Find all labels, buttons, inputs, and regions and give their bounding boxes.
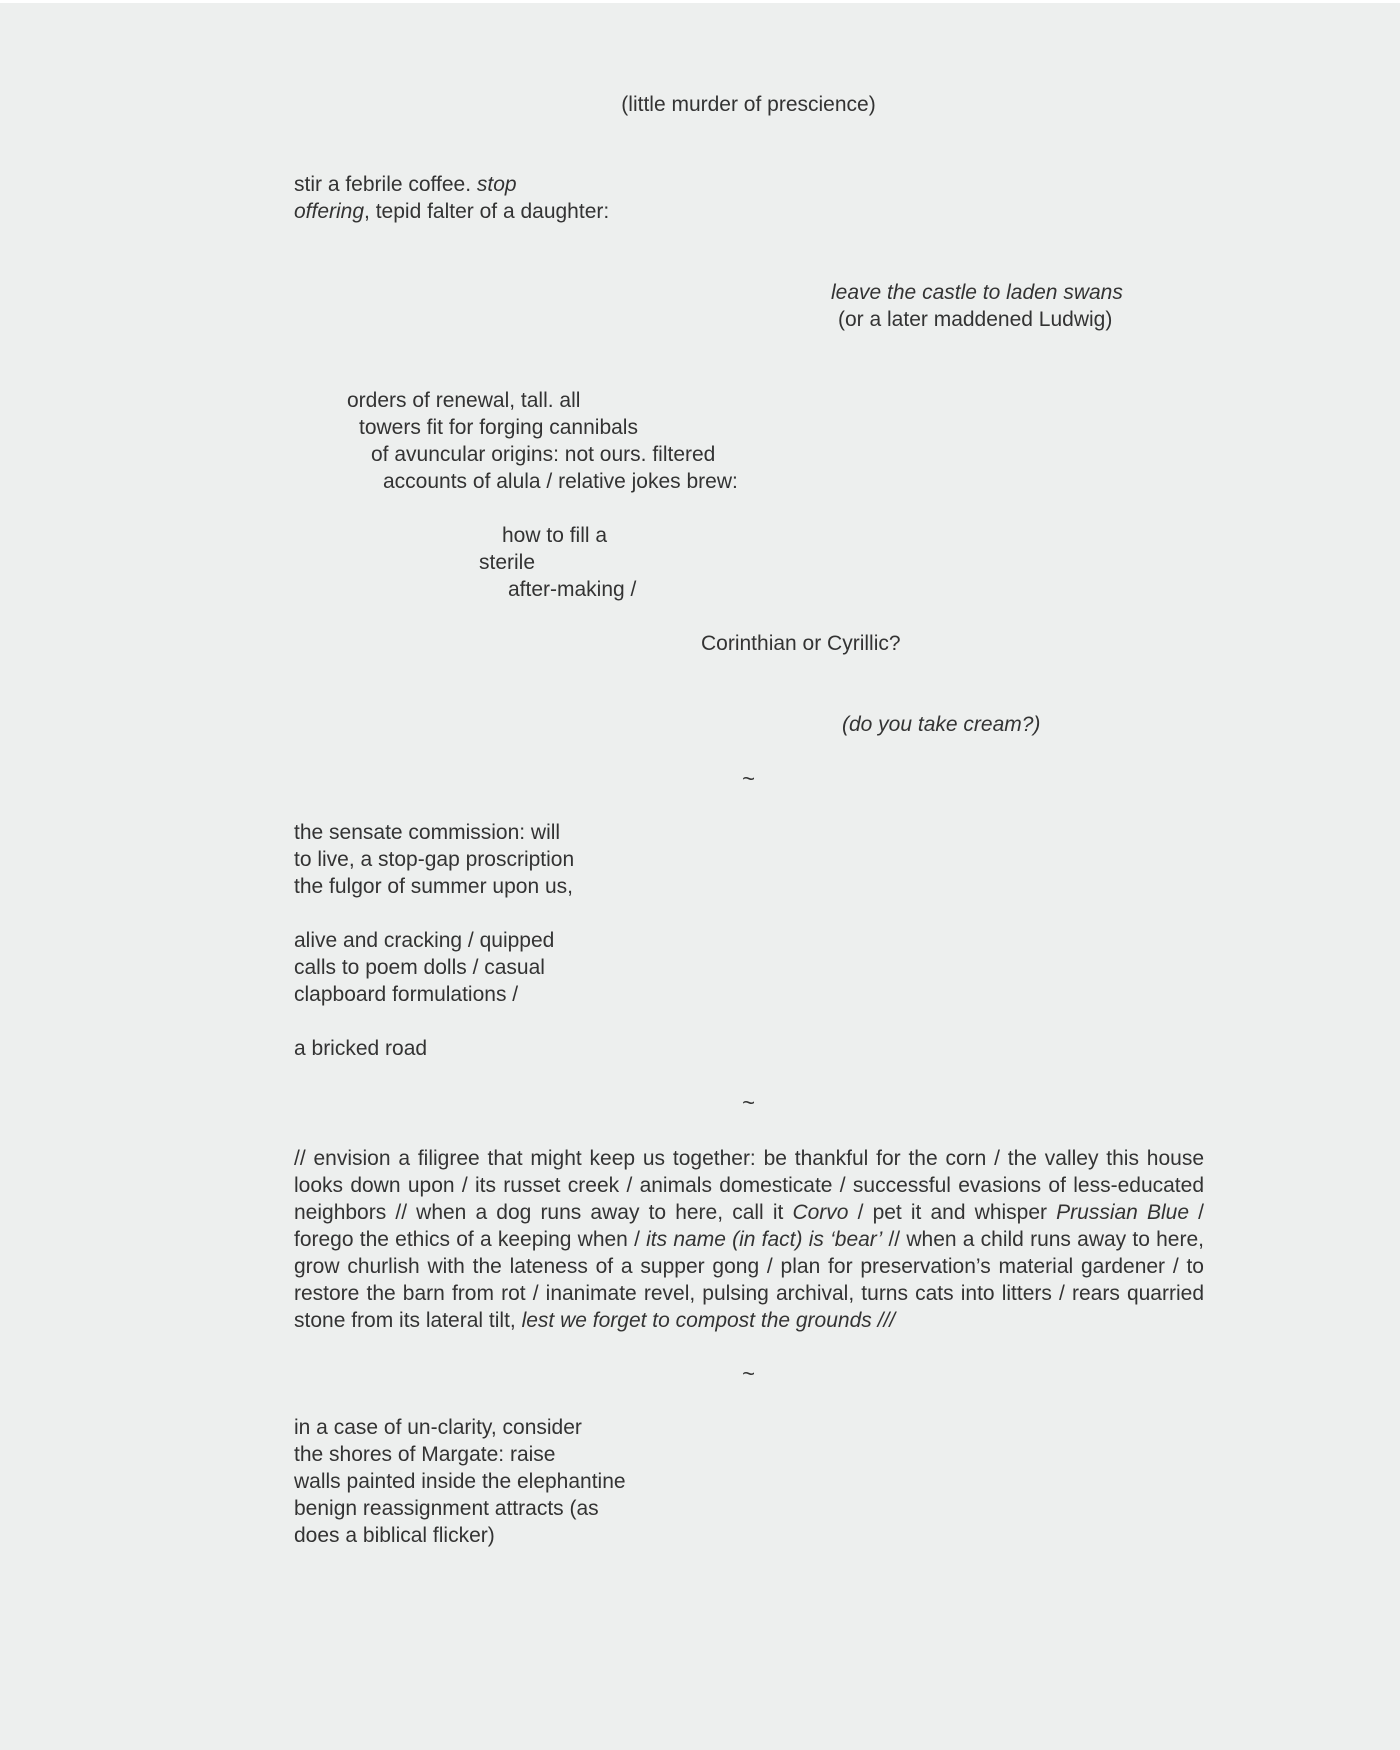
stanza-9-line-3: walls painted inside the elephantine <box>294 1470 626 1493</box>
prose-text-1: // envision a filigree that might keep us together: be thankful for the corn / the valley this house looks down upon / its russet creek / animals domesticate / successful evasions of less-educated neighbors // when a dog runs away to here, call it <box>294 1147 1204 1224</box>
stanza-6-line-3: clapboard formulations / <box>294 983 519 1006</box>
prose-paragraph <box>294 1145 1204 1334</box>
stanza-3-line-2: towers fit for forging cannibals <box>359 416 638 439</box>
poem-title: (little murder of prescience) <box>621 93 876 116</box>
stanza-1-line-2-italic: offering <box>294 200 365 223</box>
stanza-1-line-2-text: , tepid falter of a daughter: <box>364 200 610 223</box>
prose-prussian-blue: Prussian Blue <box>1056 1201 1190 1224</box>
stanza-5-line-3: the fulgor of summer upon us, <box>294 875 573 898</box>
stanza-6-line-2: calls to poem dolls / casual <box>294 956 545 979</box>
prose-text-4: // when a child runs away to here, grow churlish with the lateness of a supper gong / plan for preservation’s material gardener / to restore the barn from rot / inanimate revel, pulsing archival, turns cats into litters / rears quarried stone from its lateral tilt, <box>294 1228 1204 1332</box>
stanza-1-line-1 <box>294 171 517 198</box>
stanza-1-line-1-text: stir a febrile coffee. <box>294 173 477 196</box>
prose-corvo: Corvo <box>792 1201 849 1224</box>
section-divider-3: ~ <box>742 1361 755 1386</box>
section-divider-1: ~ <box>742 766 755 791</box>
section-divider-2: ~ <box>742 1090 755 1115</box>
stanza-9-line-2: the shores of Margate: raise <box>294 1443 556 1466</box>
cream-line: (do you take cream?) <box>842 713 1041 736</box>
question-line: Corinthian or Cyrillic? <box>701 632 901 655</box>
stanza-1-line-2 <box>294 198 609 225</box>
stanza-6-line-1: alive and cracking / quipped <box>294 929 555 952</box>
stanza-3-line-4: accounts of alula / relative jokes brew: <box>383 470 738 493</box>
prose-text-2: / pet it and whisper <box>848 1201 1057 1224</box>
stanza-1-line-1-italic: stop <box>476 173 517 196</box>
stanza-3-line-3: of avuncular origins: not ours. filtered <box>371 443 716 466</box>
stanza-4-line-3: after-making / <box>508 578 637 601</box>
stanza-4-line-1: how to fill a <box>502 524 608 547</box>
prose-ending: lest we forget to compost the grounds /// <box>521 1309 896 1332</box>
stanza-3-line-1: orders of renewal, tall. all <box>347 389 581 412</box>
stanza-2-line-1: leave the castle to laden swans <box>831 281 1123 304</box>
stanza-9-line-4: benign reassignment attracts (as <box>294 1497 599 1520</box>
stanza-7-line-1: a bricked road <box>294 1037 428 1060</box>
stanza-5-line-2: to live, a stop-gap proscription <box>294 848 575 871</box>
poem-page <box>0 3 1400 1750</box>
prose-bear: its name (in fact) is ‘bear’ <box>646 1228 883 1251</box>
stanza-2-line-2: (or a later maddened Ludwig) <box>838 308 1113 331</box>
stanza-9-line-5: does a biblical flicker) <box>294 1524 495 1547</box>
stanza-5-line-1: the sensate commission: will <box>294 821 561 844</box>
stanza-9-line-1: in a case of un-clarity, consider <box>294 1416 582 1439</box>
stanza-4-line-2: sterile <box>479 551 536 574</box>
prose-text-3: / forego the ethics of a keeping when / <box>294 1201 1204 1251</box>
